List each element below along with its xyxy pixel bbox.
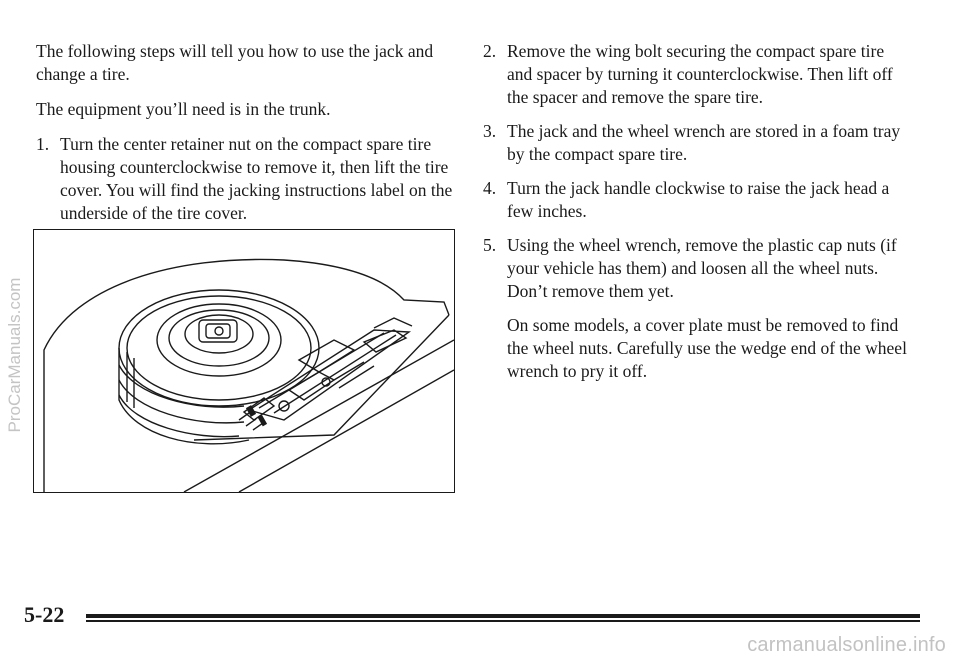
step-number: 3.: [483, 121, 497, 141]
step-1: [36, 133, 454, 225]
intro-paragraph: The following steps will tell you how to use the jack and change a tire.: [36, 41, 434, 84]
page-number: 5-22: [24, 602, 65, 627]
step-text: The jack and the wheel wrench are stored in a foam tray by the compact spare tire.: [507, 121, 901, 164]
side-watermark: [4, 230, 26, 480]
spare-tire-drawing: [34, 230, 454, 492]
step-text: Using the wheel wrench, remove the plastic cap nuts (if your vehicle has them) and loosen all the wheel nuts. Don’t remove them yet.: [507, 235, 897, 301]
step-3: [483, 120, 913, 166]
footer-rule-thick: [86, 614, 920, 618]
step-number: 2.: [483, 41, 497, 61]
step-4: [483, 177, 913, 223]
equipment-paragraph: The equipment you’ll need is in the trunk.: [36, 99, 331, 119]
step-2: [483, 40, 913, 109]
cover-plate-note: On some models, a cover plate must be removed to find the wheel nuts. Carefully use the wedge end of the wheel wrench to pry it off.: [507, 315, 907, 381]
step-number: 4.: [483, 178, 497, 198]
right-column: [483, 40, 913, 383]
footer-rule-thin: [86, 620, 920, 622]
footer-watermark-url: carmanualsonline.info: [747, 634, 946, 656]
step-number: 5.: [483, 235, 497, 255]
step-number: 1.: [36, 134, 50, 154]
watermark-text: ProCarManuals.com: [5, 277, 24, 433]
left-column: [36, 40, 454, 236]
step-text: Turn the jack handle clockwise to raise the jack head a few inches.: [507, 178, 890, 221]
step-text: Turn the center retainer nut on the compact spare tire housing counterclockwise to remove it, then lift the tire cover. You will find the jacking instructions label on the underside of the tire cover.: [60, 134, 453, 223]
step-text: Remove the wing bolt securing the compact spare tire and spacer by turning it counterclockwise. Then lift off the spacer and remove the spare tire.: [507, 41, 893, 107]
step-5: [483, 234, 913, 303]
spare-tire-illustration: [33, 229, 455, 493]
